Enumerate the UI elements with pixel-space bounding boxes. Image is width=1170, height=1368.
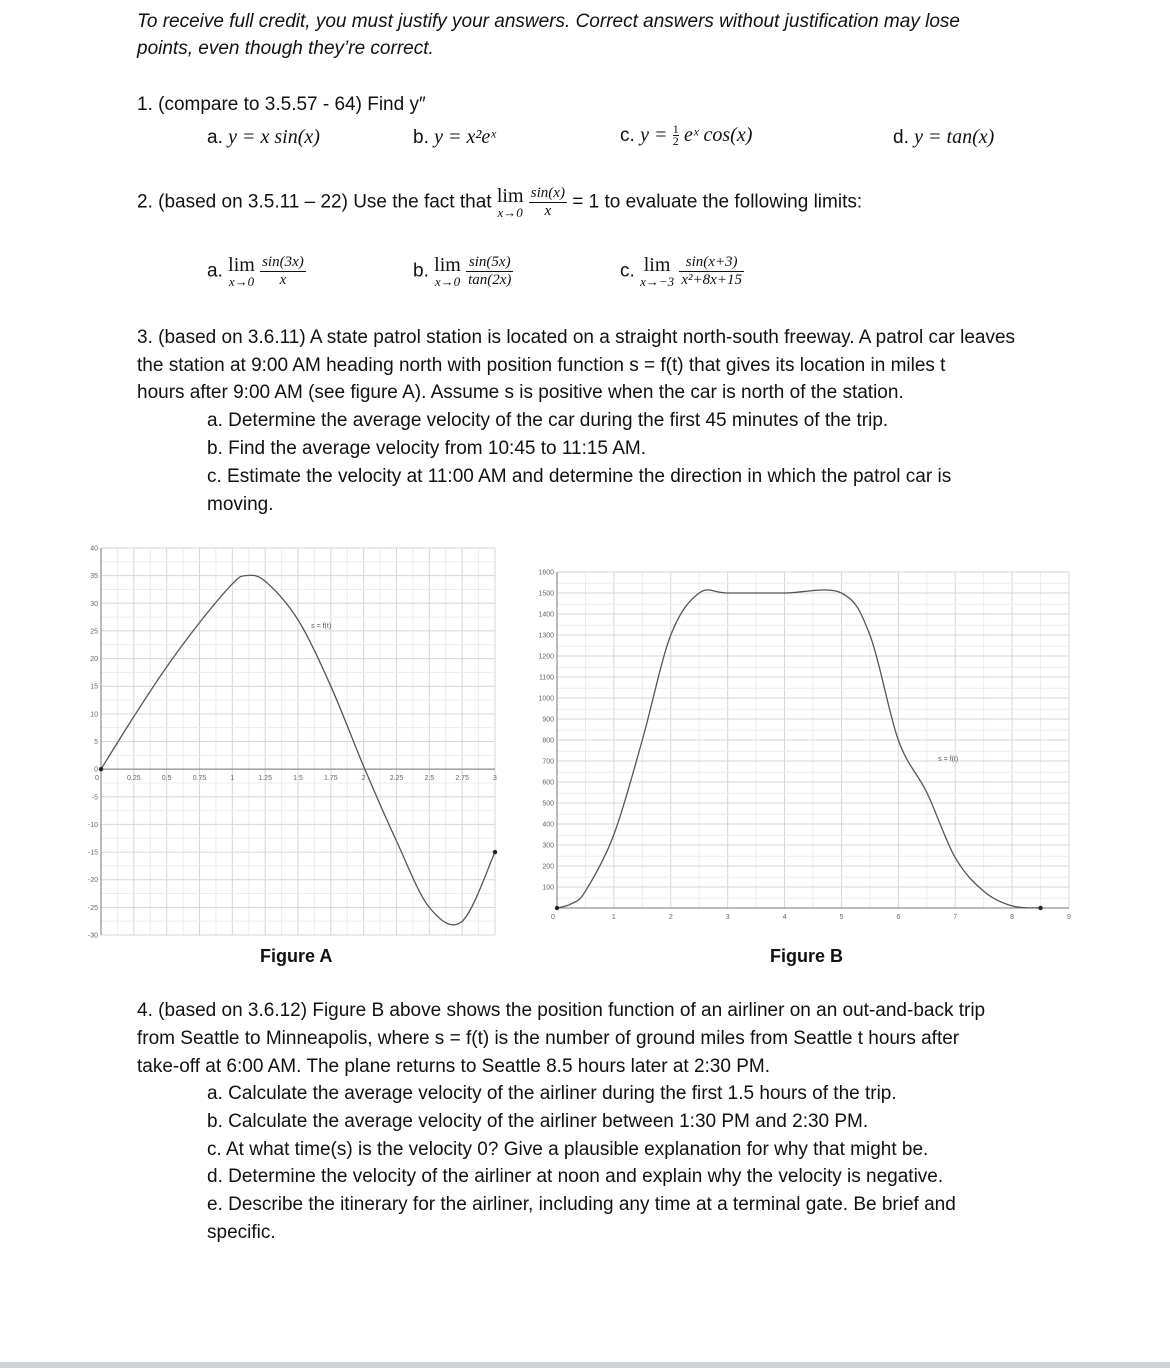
x-tick-label: 0.25 xyxy=(127,775,141,783)
q1-c-den: 2 xyxy=(672,134,679,149)
q4-part-e-2: specific. xyxy=(207,1222,276,1243)
endpoint-marker xyxy=(1038,906,1042,910)
endpoint-marker xyxy=(493,850,497,854)
y-tick-label: 600 xyxy=(542,779,554,787)
y-tick-label: -15 xyxy=(87,849,98,857)
q4-part-e-1: e. Describe the itinerary for the airliner, including any time at a terminal gate. Be brief and xyxy=(207,1194,956,1215)
q4-line-3: take-off at 6:00 AM. The plane returns to Seattle 8.5 hours later at 2:30 PM. xyxy=(137,1056,771,1077)
y-tick-label: 5 xyxy=(94,739,98,746)
q1-prompt: 1. (compare to 3.5.57 - 64) Find y″ xyxy=(137,94,426,115)
q1-b-label: b. xyxy=(413,127,429,148)
x-tick-label: 2 xyxy=(361,775,366,783)
y-tick-label: 700 xyxy=(542,758,554,766)
q1-a-label: a. xyxy=(207,127,223,148)
q1-part-d xyxy=(893,124,994,151)
y-tick-label: 500 xyxy=(542,800,554,808)
x-tick-label: 4 xyxy=(782,914,787,920)
y-tick-label: -5 xyxy=(91,794,98,802)
y-tick-label: -25 xyxy=(87,904,98,912)
x-tick-label: 0.5 xyxy=(161,775,172,783)
y-tick-label: 1600 xyxy=(538,569,554,577)
q2-a-lim-word: lim xyxy=(228,253,255,276)
figure-a-chart xyxy=(80,543,510,943)
intro-line-2: points, even though they’re correct. xyxy=(137,38,434,59)
y-tick-label: 15 xyxy=(90,683,98,691)
x-tick-label: 0.75 xyxy=(192,775,207,783)
y-tick-label: 900 xyxy=(542,716,554,724)
figure-a-caption: Figure A xyxy=(260,946,333,966)
y-tick-label: 1500 xyxy=(538,590,554,598)
q1-a-expr: y = x sin(x) xyxy=(228,126,320,148)
q1-b-expr: y = x²eˣ xyxy=(434,126,496,148)
y-tick-label: 300 xyxy=(542,842,554,850)
q2-part-a xyxy=(207,254,306,289)
q2-part-b xyxy=(413,254,513,289)
x-tick-label: 3 xyxy=(725,914,730,920)
q2-prompt-pre: 2. (based on 3.5.11 – 22) Use the fact that xyxy=(137,191,492,213)
q2-b-label: b. xyxy=(413,260,429,282)
y-tick-label: -30 xyxy=(87,932,98,940)
x-tick-label: 1.5 xyxy=(293,775,303,783)
q2-frac-num: sin(x) xyxy=(530,185,565,201)
q2-a-den: x xyxy=(279,272,287,288)
q2-b-lim xyxy=(434,255,461,289)
x-tick-label: 5 xyxy=(839,914,844,920)
y-tick-label: 200 xyxy=(542,863,554,871)
y-tick-label: 1100 xyxy=(538,674,554,682)
y-tick-label: 400 xyxy=(542,821,554,829)
x-tick-label: 7 xyxy=(953,914,958,920)
q2-c-fraction xyxy=(679,254,744,289)
q2-a-fraction xyxy=(260,254,306,289)
q3-part-c-1: c. Estimate the velocity at 11:00 AM and determine the direction in which the patrol car is xyxy=(207,466,952,487)
q2-c-den: x²+8x+15 xyxy=(681,272,742,288)
y-tick-label: -20 xyxy=(87,877,98,885)
q3-line-1: 3. (based on 3.6.11) A state patrol station is located on a straight north-south freeway. A patrol car leaves xyxy=(137,327,1016,348)
q1-c-rhs: eˣ cos(x) xyxy=(684,124,753,146)
x-tick-label: 1.25 xyxy=(258,775,272,783)
y-tick-label: -10 xyxy=(87,821,98,829)
q2-a-num: sin(3x) xyxy=(262,254,304,270)
q2-c-lim xyxy=(640,255,674,289)
x-tick-label: 8 xyxy=(1010,914,1015,920)
x-tick-label: 2.25 xyxy=(389,775,404,783)
q1-c-lhs: y = xyxy=(640,124,668,146)
x-tick-label: 2.75 xyxy=(455,775,469,783)
q2-frac-den: x xyxy=(544,203,552,219)
q2-prompt xyxy=(137,185,862,220)
q2-part-c xyxy=(620,254,744,289)
q4-part-c: c. At what time(s) is the velocity 0? Give a plausible explanation for why that might be. xyxy=(207,1139,929,1160)
y-tick-label: 1300 xyxy=(538,632,554,640)
endpoint-marker xyxy=(99,767,103,771)
x-tick-label: 0 xyxy=(95,775,99,783)
q1-d-label: d. xyxy=(893,127,909,148)
q2-c-lim-word: lim xyxy=(643,253,671,276)
q2-fraction xyxy=(529,185,567,220)
y-tick-label: 40 xyxy=(90,545,98,553)
q3-line-2: the station at 9:00 AM heading north with position function s = f(t) that gives its location in miles t xyxy=(137,355,946,376)
q2-c-label: c. xyxy=(620,260,635,282)
q2-a-label: a. xyxy=(207,260,223,282)
curve-label: s = f(t) xyxy=(311,623,332,631)
q4-line-2: from Seattle to Minneapolis, where s = f(t) is the number of ground miles from Seattle t hours after xyxy=(137,1028,960,1049)
y-tick-label: 0 xyxy=(94,766,98,774)
curve-label: s = f(t) xyxy=(938,756,959,763)
x-tick-label: 1.75 xyxy=(324,775,338,783)
q2-lim xyxy=(497,186,524,220)
q4-part-d: d. Determine the velocity of the airliner at noon and explain why the velocity is negative. xyxy=(207,1166,944,1187)
q2-lim-word: lim xyxy=(496,184,524,207)
q1-d-expr: y = tan(x) xyxy=(914,126,995,148)
q2-c-sub: x→−3 xyxy=(640,273,675,289)
y-tick-label: 20 xyxy=(90,656,98,664)
q2-b-num: sin(5x) xyxy=(466,254,513,272)
q2-a-sub: x→0 xyxy=(228,273,255,289)
x-tick-label: 2 xyxy=(668,914,673,920)
q4-part-b: b. Calculate the average velocity of the airliner between 1:30 PM and 2:30 PM. xyxy=(207,1111,869,1132)
q2-prompt-post: = 1 to evaluate the following limits: xyxy=(572,191,863,213)
q4-part-a: a. Calculate the average velocity of the airliner during the first 1.5 hours of the trip. xyxy=(207,1083,897,1104)
q3-part-b: b. Find the average velocity from 10:45 to 11:15 AM. xyxy=(207,438,647,459)
page-bottom-bar xyxy=(0,1362,1170,1368)
q2-b-fraction xyxy=(466,254,513,289)
series-curve xyxy=(557,590,1041,908)
x-tick-label: 1 xyxy=(230,775,235,783)
y-tick-label: 100 xyxy=(542,884,554,892)
q2-lim-sub: x→0 xyxy=(497,204,523,220)
intro-line-1: To receive full credit, you must justify your answers. Correct answers without justification may lose xyxy=(137,11,960,32)
q3-part-c-2: moving. xyxy=(207,494,274,515)
y-tick-label: 30 xyxy=(90,600,98,608)
q2-a-lim xyxy=(228,255,255,289)
endpoint-marker xyxy=(555,906,559,910)
x-tick-label: 6 xyxy=(896,914,901,920)
x-tick-label: 2.5 xyxy=(424,775,435,783)
q2-b-sub: x→0 xyxy=(434,273,461,289)
y-tick-label: 10 xyxy=(90,711,98,719)
q4-line-1: 4. (based on 3.6.12) Figure B above shows the position function of an airliner on an out-and-back trip xyxy=(137,1000,986,1021)
figure-b-caption: Figure B xyxy=(770,946,844,966)
x-tick-label: 3 xyxy=(493,775,497,783)
q1-part-b xyxy=(413,124,496,151)
q1-part-a xyxy=(207,124,320,151)
q2-b-den: tan(2x) xyxy=(468,272,512,288)
y-tick-label: 1400 xyxy=(538,611,554,619)
y-tick-label: 25 xyxy=(90,628,98,636)
y-tick-label: 1200 xyxy=(538,653,554,661)
q2-c-num: sin(x+3) xyxy=(679,254,744,272)
q2-b-lim-word: lim xyxy=(434,253,461,276)
x-tick-label: 0 xyxy=(551,914,555,920)
y-tick-label: 800 xyxy=(542,737,554,745)
x-tick-label: 9 xyxy=(1067,914,1071,920)
q3-part-a: a. Determine the average velocity of the car during the first 45 minutes of the trip. xyxy=(207,410,889,431)
figure-b-chart xyxy=(528,560,1088,920)
y-tick-label: 1000 xyxy=(538,695,554,703)
q1-part-c xyxy=(620,122,752,149)
q1-c-label: c. xyxy=(620,125,635,146)
y-tick-label: 35 xyxy=(90,573,98,581)
q3-line-3: hours after 9:00 AM (see figure A). Assume s is positive when the car is north of the station. xyxy=(137,382,904,403)
q1-c-num: 1 xyxy=(672,122,679,137)
x-tick-label: 1 xyxy=(611,914,616,920)
q1-c-half xyxy=(673,124,679,147)
